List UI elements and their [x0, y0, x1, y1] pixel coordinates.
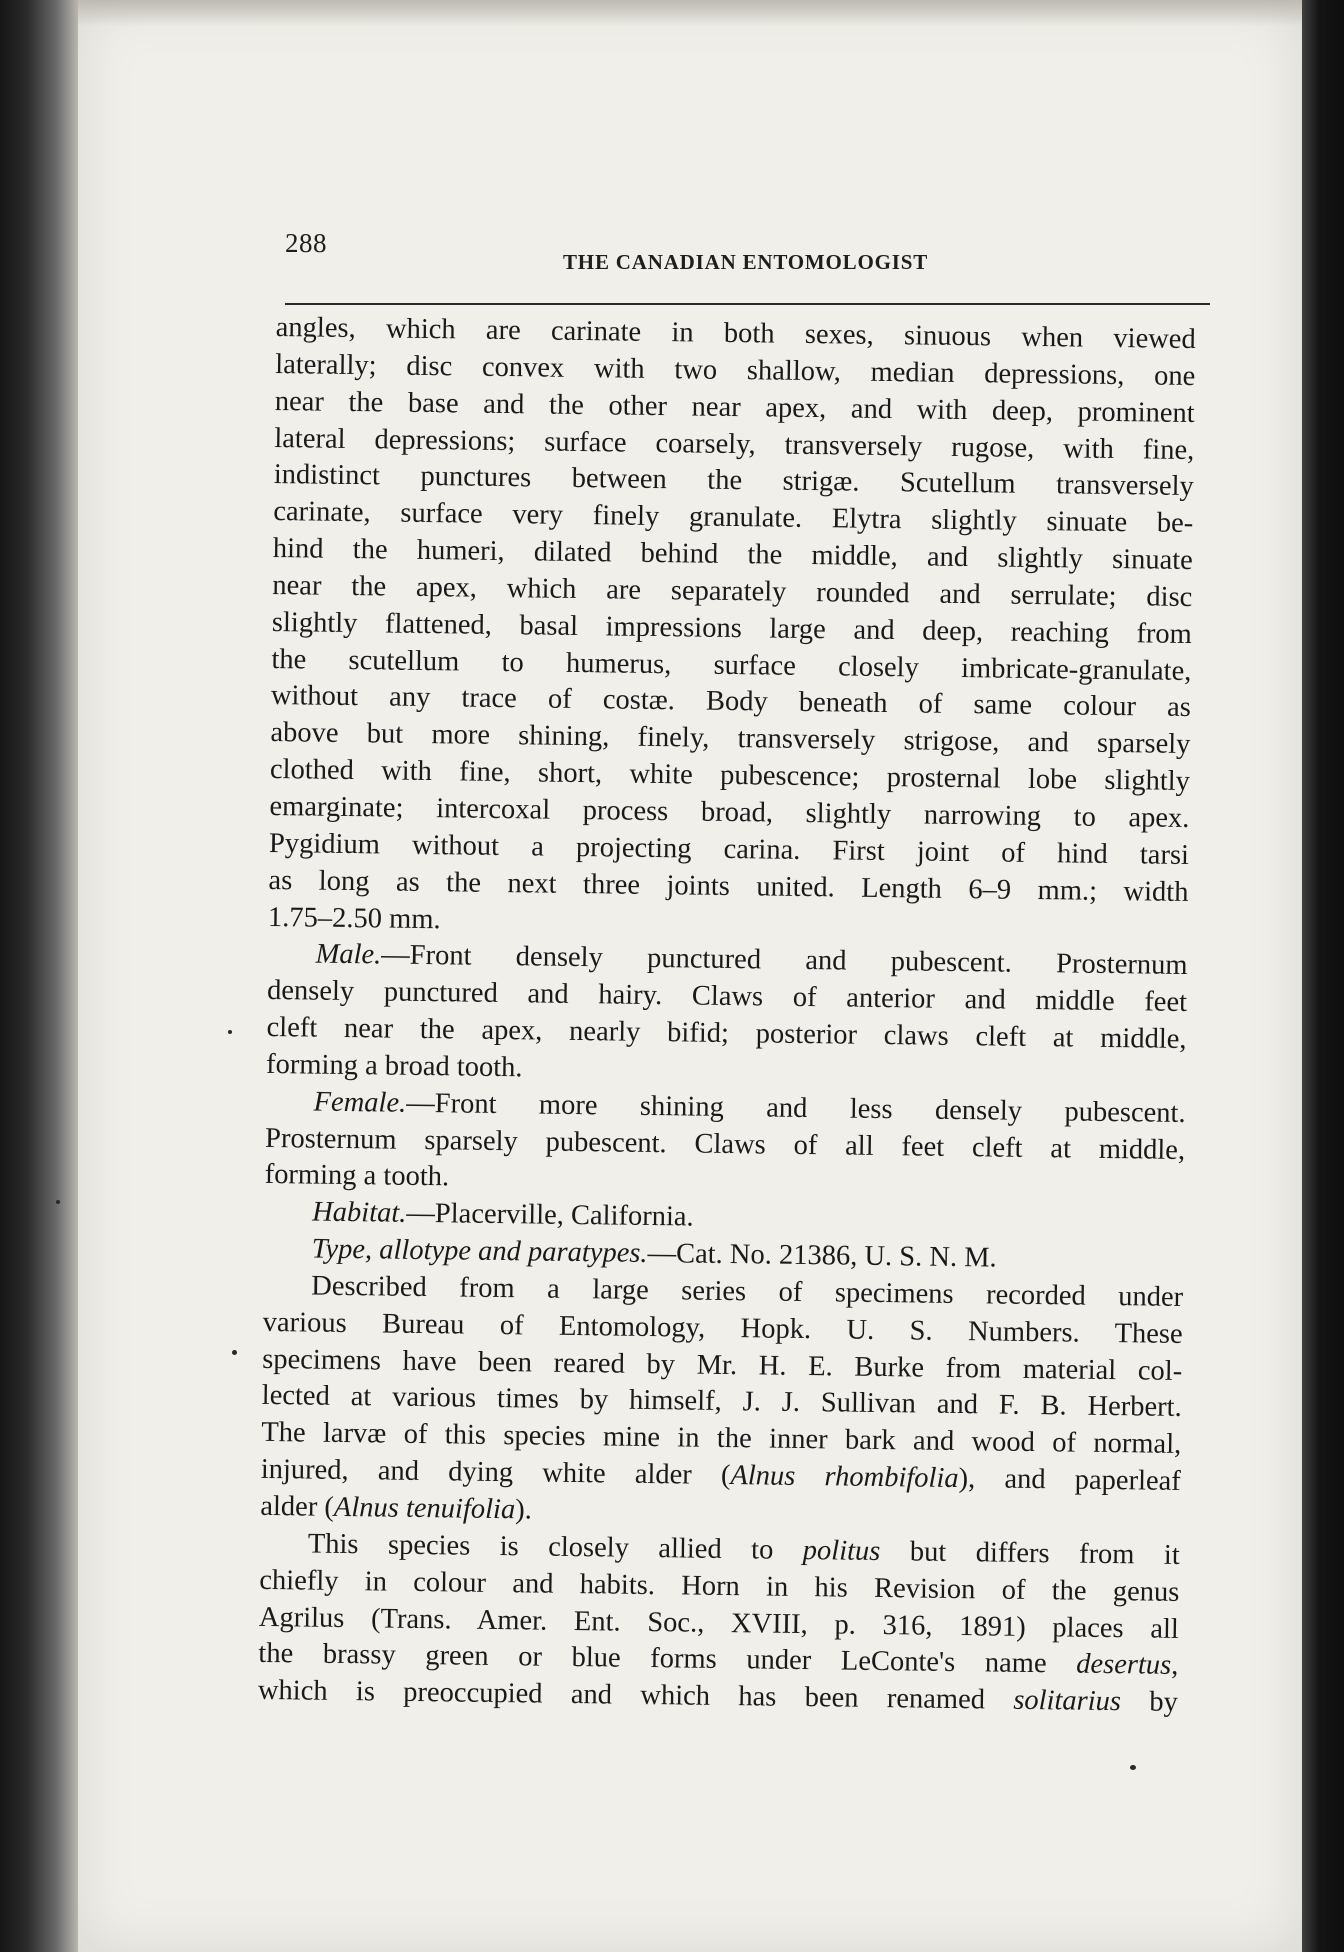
text-line: without any trace of costæ. Body beneath of same colour as [270, 680, 1192, 724]
text-line: various Bureau of Entomology, Hopk. U. S. Numbers. These [262, 1306, 1183, 1350]
text-line: lateral depressions; surface coarsely, transversely rugose, with fine, [274, 422, 1195, 466]
species-name: Alnus rhombifolia [730, 1460, 959, 1495]
page-header [285, 228, 1210, 288]
text-line: 1.75–2.50 mm. [267, 901, 441, 935]
text-line: cleft near the apex, nearly bifid; posterior claws cleft at middle, [266, 1011, 1187, 1056]
text-line: the scutellum to humerus, surface closely imbricate-granulate, [271, 643, 1192, 687]
text-line: Pygidium without a projecting carina. First joint of hind tarsi [268, 827, 1190, 871]
text-run: injured, and dying white alder ( [260, 1454, 731, 1492]
section-label-female: Female. [313, 1086, 407, 1119]
text-line: Described from a large series of specimens recorded under [311, 1270, 1184, 1313]
header-rule [285, 303, 1210, 305]
text-run: ). [514, 1494, 533, 1526]
text-line: laterally; disc convex with two shallow, median depressions, one [275, 348, 1196, 392]
section-label-habitat: Habitat. [311, 1196, 407, 1230]
page-top-shadow [78, 0, 1302, 26]
text-line: forming a broad tooth. [265, 1048, 523, 1084]
text-run: —Placerville, California. [406, 1198, 694, 1233]
body-text [258, 310, 1196, 1722]
section-label-male: Male. [315, 938, 382, 971]
text-line: Prosternum sparsely pubescent. Claws of all feet cleft at middle, [264, 1122, 1186, 1166]
species-name: politus [802, 1534, 881, 1567]
text-line: emarginate; intercoxal process broad, slightly narrowing to apex. [269, 790, 1190, 834]
text-line: indistinct punctures between the strigæ. Scutellum transversely [273, 459, 1194, 503]
text-line: lected at various times by himself, J. J. Sullivan and F. B. Herbert. [261, 1380, 1182, 1424]
running-title: THE CANADIAN ENTOMOLOGIST [563, 250, 929, 274]
scan-speck [56, 1200, 60, 1204]
text-run: the brassy green or blue forms under LeConte's name [258, 1638, 1077, 1680]
page-number: 288 [285, 228, 327, 258]
text-line: near the apex, which are separately rounded and serrulate; disc [272, 569, 1193, 613]
text-line: carinate, surface very finely granulate. Elytra slightly sinuate be- [273, 496, 1194, 540]
text-run: —Cat. No. 21386, U. S. N. M. [647, 1238, 997, 1274]
text-run: This species is closely allied to [307, 1528, 803, 1566]
text-line: densely punctured and hairy. Claws of anterior and middle feet [266, 975, 1188, 1019]
text-line: The larvæ of this species mine in the inner bark and wood of normal, [261, 1417, 1182, 1461]
text-run: —Front densely punctured and pubescent. Prosternum [381, 939, 1188, 982]
species-name: desertus [1076, 1648, 1172, 1682]
text-line: slightly flattened, basal impressions large and deep, reaching from [271, 606, 1193, 650]
text-run: by [1120, 1686, 1179, 1719]
text-line: near the base and the other near apex, and with deep, prominent [274, 385, 1195, 429]
species-name: solitarius [1013, 1684, 1122, 1718]
book-binding-shadow [0, 0, 78, 1952]
text-line: forming a tooth. [264, 1159, 450, 1193]
adjacent-page-edge [1302, 0, 1344, 1952]
scan-speck [232, 1350, 237, 1355]
scan-speck [228, 1030, 232, 1034]
text-run: ), and paperleaf [958, 1463, 1181, 1498]
text-line: clothed with fine, short, white pubescence; prosternal lobe slightly [269, 754, 1191, 798]
text-line: above but more shining, finely, transversely strigose, and sparsely [270, 717, 1191, 761]
scan-speck [1130, 1765, 1136, 1770]
text-run: —Front more shining and less densely pubescent. [406, 1087, 1186, 1129]
species-name: Alnus tenuifolia [333, 1491, 516, 1526]
section-label-types: Type, allotype and paratypes. [311, 1233, 648, 1270]
text-line: hind the humeri, dilated behind the middle, and slightly sinuate [272, 533, 1194, 577]
text-line: Agrilus (Trans. Amer. Ent. Soc., XVIII, p. 316, 1891) places all [258, 1601, 1180, 1645]
text-run: but differs from it [880, 1535, 1180, 1571]
text-run: alder ( [260, 1490, 335, 1523]
text-line: specimens have been reared by Mr. H. E. Burke from material col- [262, 1343, 1183, 1387]
text-line: chiefly in colour and habits. Horn in his Revision of the genus [259, 1564, 1180, 1608]
text-line: as long as the next three joints united. Length 6–9 mm.; width [268, 864, 1189, 908]
text-line: angles, which are carinate in both sexes, sinuous when viewed [275, 311, 1196, 356]
text-run: which is preoccupied and which has been renamed [257, 1675, 1014, 1716]
text-run: , [1171, 1650, 1179, 1682]
